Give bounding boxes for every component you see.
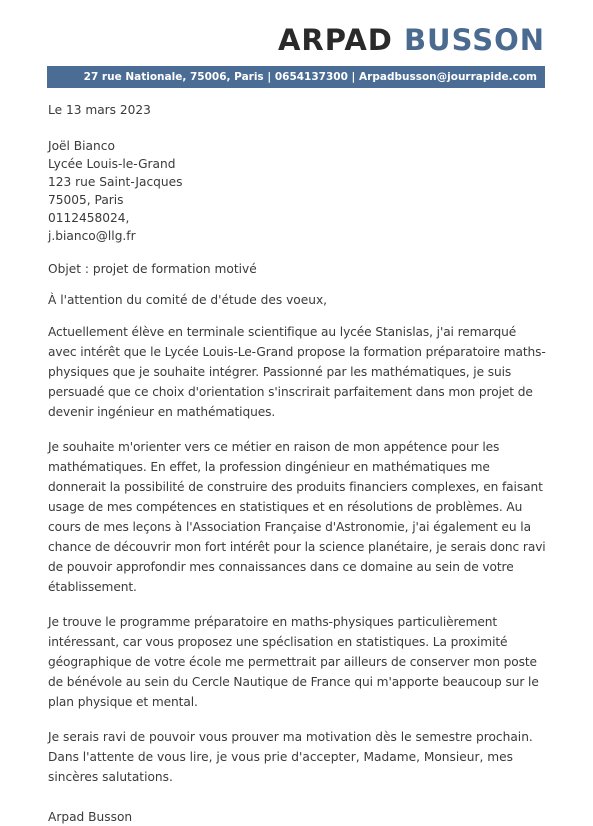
body-paragraph: Actuellement élève en terminale scientifique au lycée Stanislas, j'ai remarqué avec intérêt que le Lycée Louis-Le-Grand propose la formation préparatoire maths-physiques que je souhaite intégrer. Passionné par les mathématiques, je suis persuadé que ce choix d'orientation s'inscrirait parfaitement dans mon projet de devenir ingénieur en mathématiques. — [48, 325, 546, 419]
letter-salutation: À l'attention du comité de d'étude des voeux, — [48, 293, 328, 307]
sender-last-name: BUSSON — [403, 23, 545, 57]
letter-date: Le 13 mars 2023 — [48, 103, 151, 117]
sender-name — [278, 20, 545, 60]
body-paragraph: Je souhaite m'orienter vers ce métier en raison de mon appétence pour les mathématiques. En effet, la profession dingénieur en mathématiques me donnerait la possibilité de construire des produits financiers complexes, en faisant usage de mes compétences en statistiques et en résolutions de problèmes. Au cours de mes leçons à l'Association Française d'Astronomie, j'ai également eu la chance de découvrir mon fort intérêt pour la science planétaire, je serais donc ravi de pouvoir approfondir mes connaissances dans ce domaine au sein de votre établissement. — [48, 440, 546, 594]
recipient-email: j.bianco@llg.fr — [48, 229, 136, 243]
recipient-institution: Lycée Louis-le-Grand — [48, 157, 176, 171]
recipient-street: 123 rue Saint-Jacques — [48, 175, 183, 189]
letter-subject: Objet : projet de formation motivé — [48, 262, 257, 276]
letter-signature: Arpad Busson — [48, 810, 133, 824]
recipient-name: Joël Bianco — [48, 139, 115, 153]
body-paragraph: Je trouve le programme préparatoire en maths-physiques particulièrement intéressant, car vous proposez une spéclisation en statistiques. La proximité géographique de votre école me permettrait par ailleurs de conserver mon poste de bénévole au sein du Cercle Nautique de France qui m'apporte beaucoup sur le plan physique et mental. — [48, 615, 539, 709]
letter-body — [48, 101, 548, 826]
letter-closing: Je serais ravi de pouvoir vous prouver ma motivation dès le semestre prochain. Dans l'attente de vous lire, je vous prie d'accepter, Madame, Monsieur, mes sincères salutations. — [48, 730, 533, 784]
contact-details: 27 rue Nationale, 75006, Paris | 0654137300 | Arpadbusson@jourrapide.com — [83, 71, 537, 83]
sender-first-name: ARPAD — [277, 23, 393, 57]
recipient-city: 75005, Paris — [48, 193, 124, 207]
contact-bar — [47, 66, 545, 88]
recipient-phone: 0112458024, — [48, 211, 130, 225]
recipient-block — [48, 137, 548, 245]
